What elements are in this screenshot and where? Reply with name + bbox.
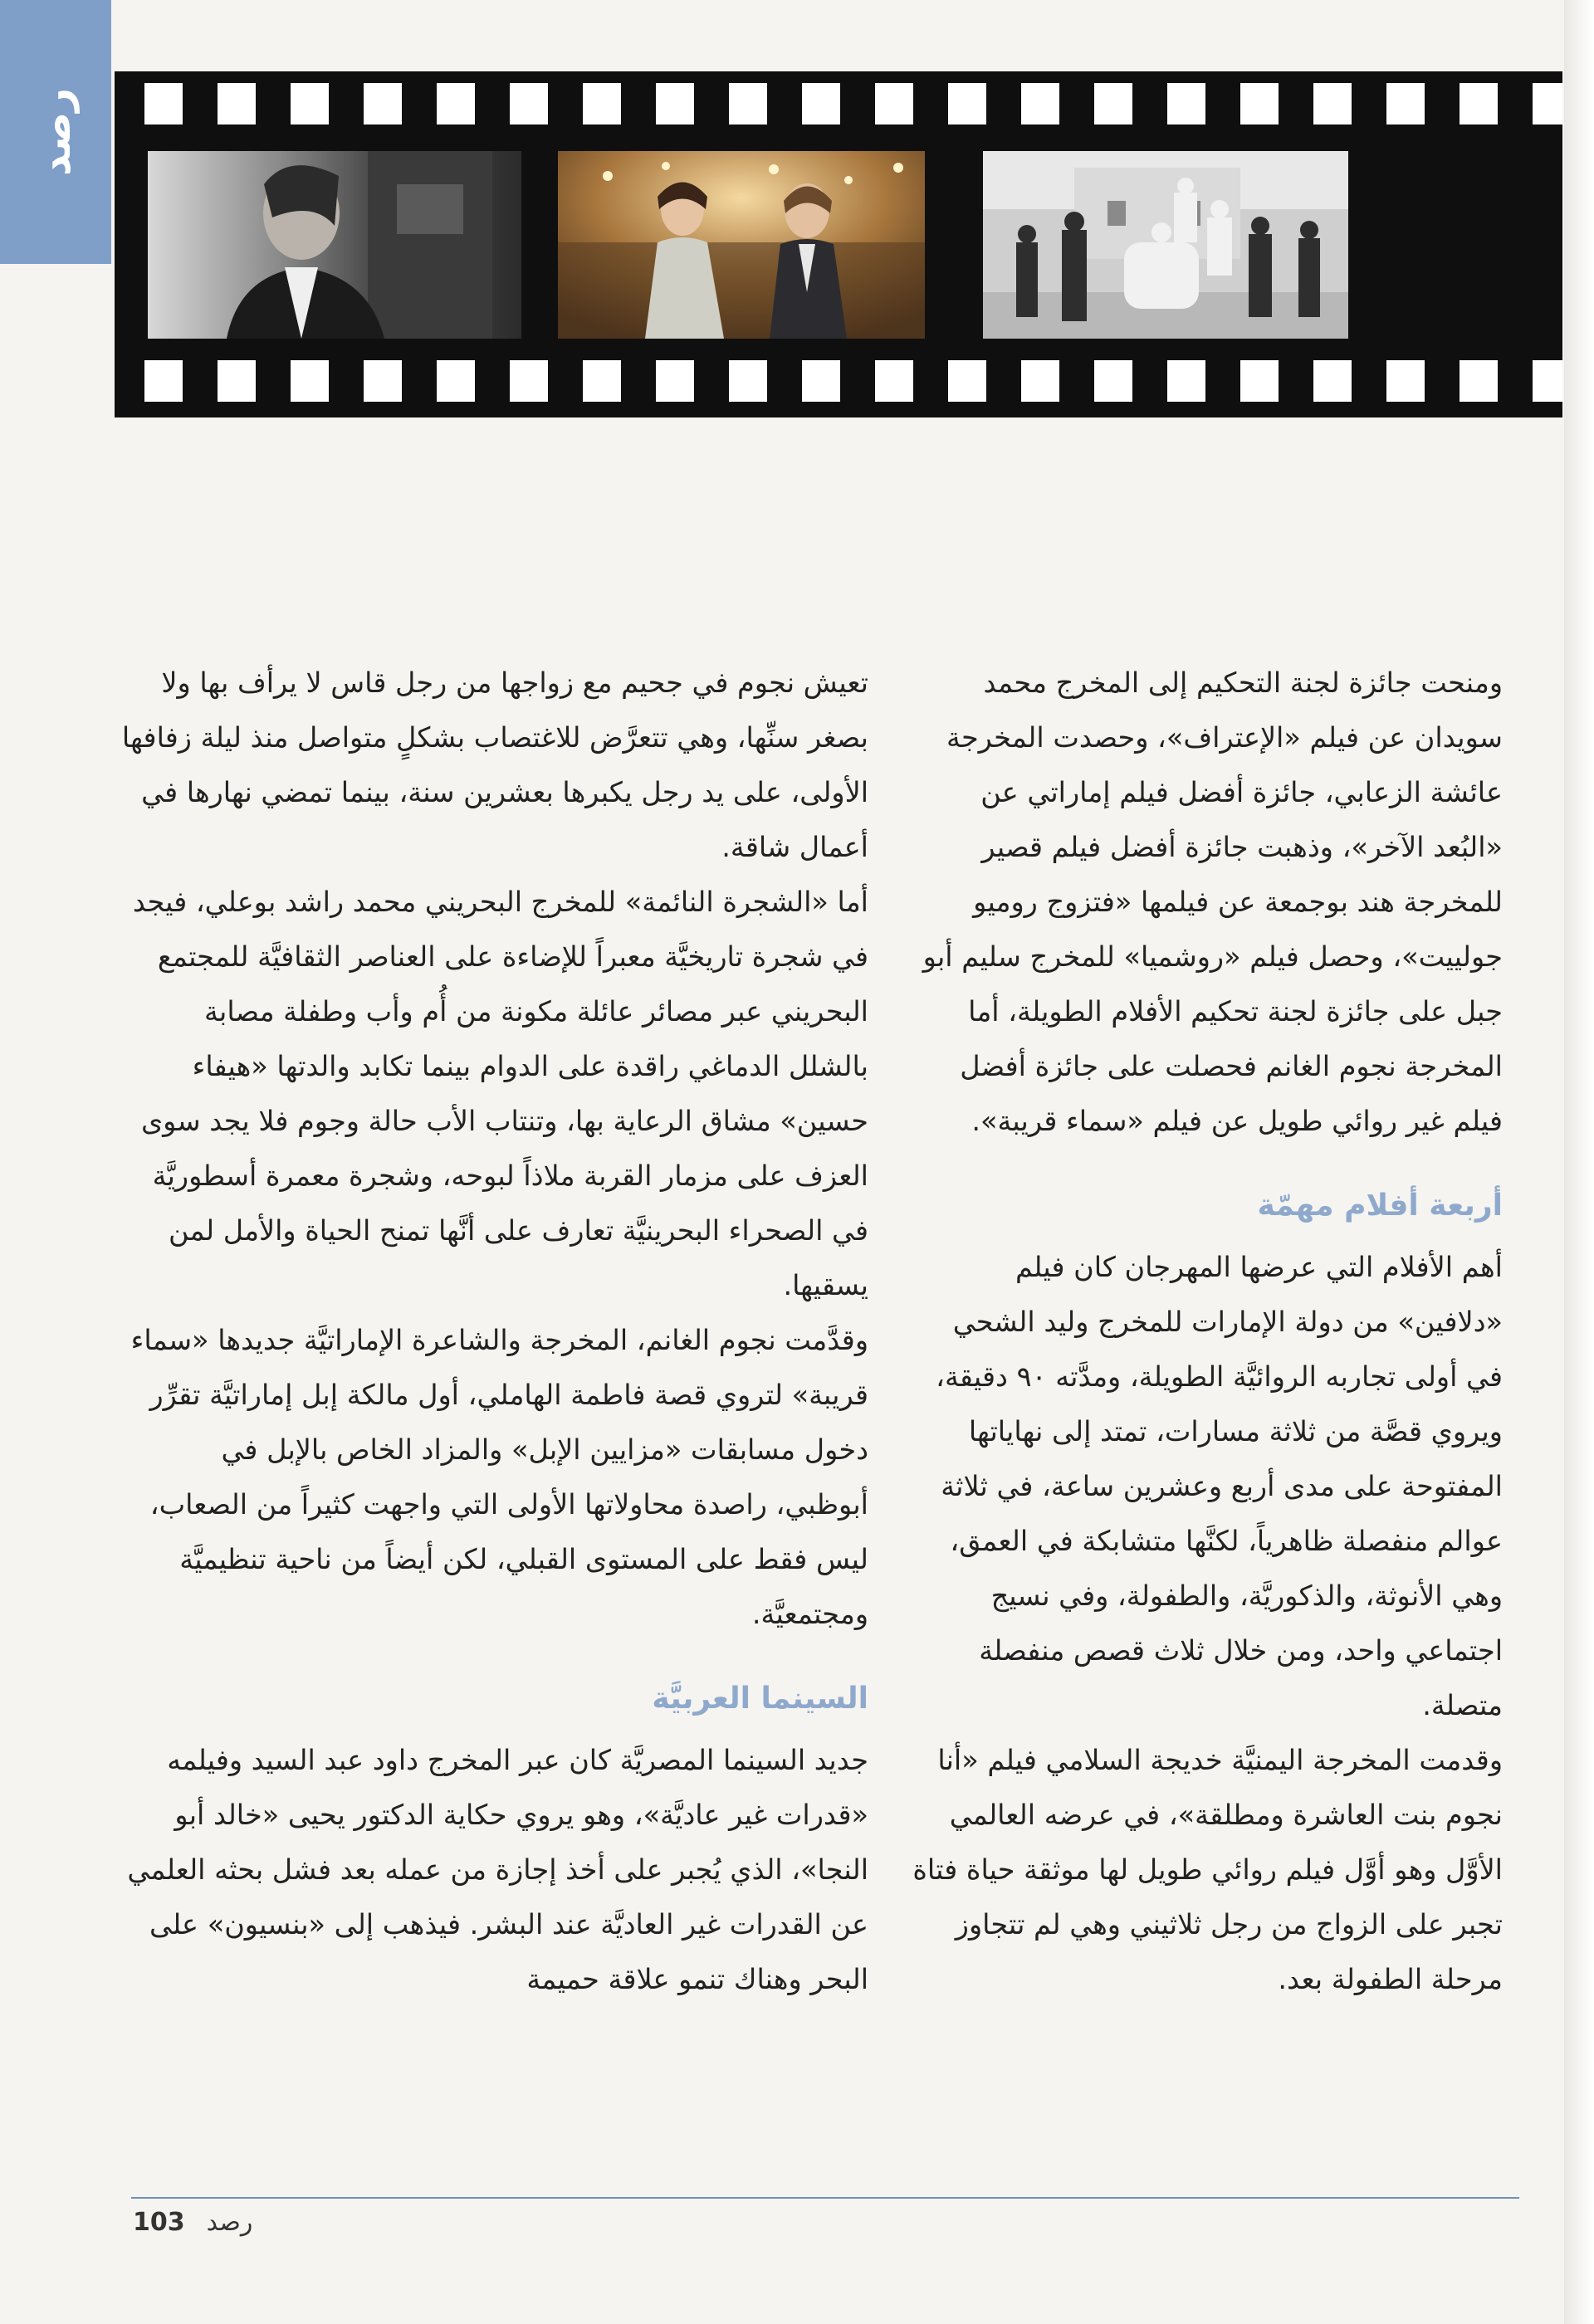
page-number: 103 (133, 2208, 185, 2237)
sprocket-hole (364, 360, 402, 402)
sprocket-hole (437, 360, 475, 402)
paragraph-dolphins: أهم الأفلام التي عرضها المهرجان كان فيلم «دلافين» من دولة الإمارات للمخرج وليد الشحي في أولى تجاربه الروائيَّة الطويلة، ومدَّته ٩٠ دقيقة، ويروي قصَّة من ثلاثة مسارات، تمتد إلى نهاياتها المفتوحة على مدى أربع وعشرين ساعة، في ثلاثة عوالم منفصلة ظاهرياً، لكنَّها متشابكة في العمق، وهي الأنوثة، والذكوريَّة، والطفولة، وفي نسيج اجتماعي واحد، ومن خلال ثلاث قصص منفصلة متصلة. (936, 1251, 1503, 1721)
sprocket-hole (948, 83, 986, 124)
sprocket-hole (583, 360, 621, 402)
footer-rule (131, 2197, 1519, 2199)
paragraph-nojoom-life: تعيش نجوم في جحيم مع زواجها من رجل قاس لا يرأف بها ولا بصغر سنِّها، وهي تتعرَّض للاغتصاب بشكلٍ متواصل منذ ليلة زفافها الأولى، على يد رجل يكبرها بعشرين سنة، بينما تمضي نهارها في أعمال شاقة. (121, 666, 868, 863)
paragraph-sky-close: وقدَّمت نجوم الغانم، المخرجة والشاعرة الإماراتيَّة جديدها «سماء قريبة» لتروي قصة فاطمة الهاملي، أول مالكة إبل إماراتيَّة تقرِّر دخول مسابقات «مزايين الإبل» والمزاد الخاص بالإبل في أبوظبي، راصدة محاولاتها الأولى التي واجهت كثيراً من الصعاب، ليس فقط على المستوى القبلي، لكن أيضاً من ناحية تنظيميَّة ومجتمعيَّة. (130, 1324, 868, 1630)
filmstrip-sprocket-holes-bottom (144, 360, 1562, 402)
subheading-four-films: أربعة أفلام مهمّة (1257, 1189, 1503, 1223)
sprocket-hole (1167, 360, 1205, 402)
sprocket-hole (802, 360, 840, 402)
paragraph-awards: ومنحت جائزة لجنة التحكيم إلى المخرج محمد سويدان عن فيلم «الإعتراف»، وحصدت المخرجة عائشة الزعابي، جائزة أفضل فيلم إماراتي عن «البُعد الآخر»، وذهبت جائزة أفضل فيلم قصير للمخرجة هند بوجمعة عن فيلمها «فتزوج روميو جولييت»، وحصل فيلم «روشميا» للمخرج سليم أبو جبل على جائزة لجنة تحكيم الأفلام الطويلة، أما المخرجة نجوم الغانم فحصلت على جائزة أفضل فيلم غير روائي طويل عن فيلم «سماء قريبة». (922, 666, 1503, 1137)
page-edge (1564, 0, 1594, 2324)
article-column-right (908, 656, 1503, 2007)
sprocket-hole (144, 83, 183, 124)
sprocket-hole (729, 83, 767, 124)
film-still-couple (558, 151, 925, 339)
section-tab-label: رصد (31, 88, 80, 176)
sprocket-hole (364, 83, 402, 124)
sprocket-hole (1460, 83, 1498, 124)
sprocket-hole (1386, 83, 1425, 124)
sprocket-hole (437, 83, 475, 124)
sprocket-hole (218, 83, 256, 124)
sprocket-hole (218, 360, 256, 402)
sprocket-hole (1240, 360, 1279, 402)
sprocket-hole (656, 360, 694, 402)
sprocket-hole (1021, 360, 1059, 402)
film-still-portrait (148, 151, 521, 339)
filmstrip-banner (115, 71, 1562, 417)
subheading-arab-cinema: السينما العربيَّة (652, 1682, 868, 1716)
paragraph-sleeping-tree: أما «الشجرة النائمة» للمخرج البحريني محمد راشد بوعلي، فيجد في شجرة تاريخيَّة معبراً للإضاءة على العناصر الثقافيَّة للمجتمع البحريني عبر مصائر عائلة مكونة من أُم وأب وطفلة مصابة بالشلل الدماغي راقدة على الدوام بينما تكابد والدتها «هيفاء حسين» مشاق الرعاية بها، وتنتاب الأب حالة وجوم فلا يجد سوى العزف على مزمار القربة ملاذاً لبوحه، وشجرة معمرة أسطوريَّة في الصحراء البحرينيَّة تعارف على أنَّها تمنح الحياة والأمل لمن يسقيها. (132, 886, 868, 1301)
sprocket-hole (510, 83, 548, 124)
film-still-group-image (983, 151, 1348, 339)
sprocket-hole (802, 83, 840, 124)
section-tab (0, 0, 111, 264)
sprocket-hole (656, 83, 694, 124)
paragraph-nojoom: وقدمت المخرجة اليمنيَّة خديجة السلامي فيلم «أنا نجوم بنت العاشرة ومطلقة»، في عرضه العالمي الأوَّل وهو أوَّل فيلم روائي طويل لها موثقة حياة فتاة تجبر على الزواج من رجل ثلاثيني وهي لم تتجاوز مرحلة الطفولة بعد. (912, 1744, 1503, 1995)
sprocket-hole (1386, 360, 1425, 402)
sprocket-hole (729, 360, 767, 402)
footer-section-label: رصد (206, 2208, 253, 2237)
sprocket-hole (1313, 83, 1352, 124)
sprocket-hole (291, 83, 329, 124)
sprocket-hole (583, 83, 621, 124)
sprocket-hole (144, 360, 183, 402)
sprocket-hole (875, 360, 913, 402)
film-still-portrait-image (148, 151, 521, 339)
film-still-couple-image (558, 151, 925, 339)
sprocket-hole (1021, 83, 1059, 124)
sprocket-hole (948, 360, 986, 402)
sprocket-hole (1533, 360, 1562, 402)
sprocket-hole (1094, 360, 1132, 402)
paragraph-extraordinary-abilities: جديد السينما المصريَّة كان عبر المخرج داود عبد السيد وفيلمه «قدرات غير عاديَّة»، وهو يروي حكاية الدكتور يحيى «خالد أبو النجا»، الذي يُجبر على أخذ إجازة من عمله بعد فشل بحثه العلمي عن القدرات غير العاديَّة عند البشر. فيذهب إلى «بنسيون» على البحر وهناك تنمو علاقة حميمة (127, 1744, 868, 1995)
sprocket-hole (291, 360, 329, 402)
sprocket-hole (1313, 360, 1352, 402)
sprocket-hole (1240, 83, 1279, 124)
film-still-group (983, 151, 1348, 339)
filmstrip-sprocket-holes-top (144, 83, 1562, 124)
page-footer (133, 2208, 252, 2237)
sprocket-hole (510, 360, 548, 402)
sprocket-hole (1460, 360, 1498, 402)
sprocket-hole (1094, 83, 1132, 124)
sprocket-hole (1533, 83, 1562, 124)
sprocket-hole (875, 83, 913, 124)
article-column-left (121, 656, 868, 2007)
sprocket-hole (1167, 83, 1205, 124)
